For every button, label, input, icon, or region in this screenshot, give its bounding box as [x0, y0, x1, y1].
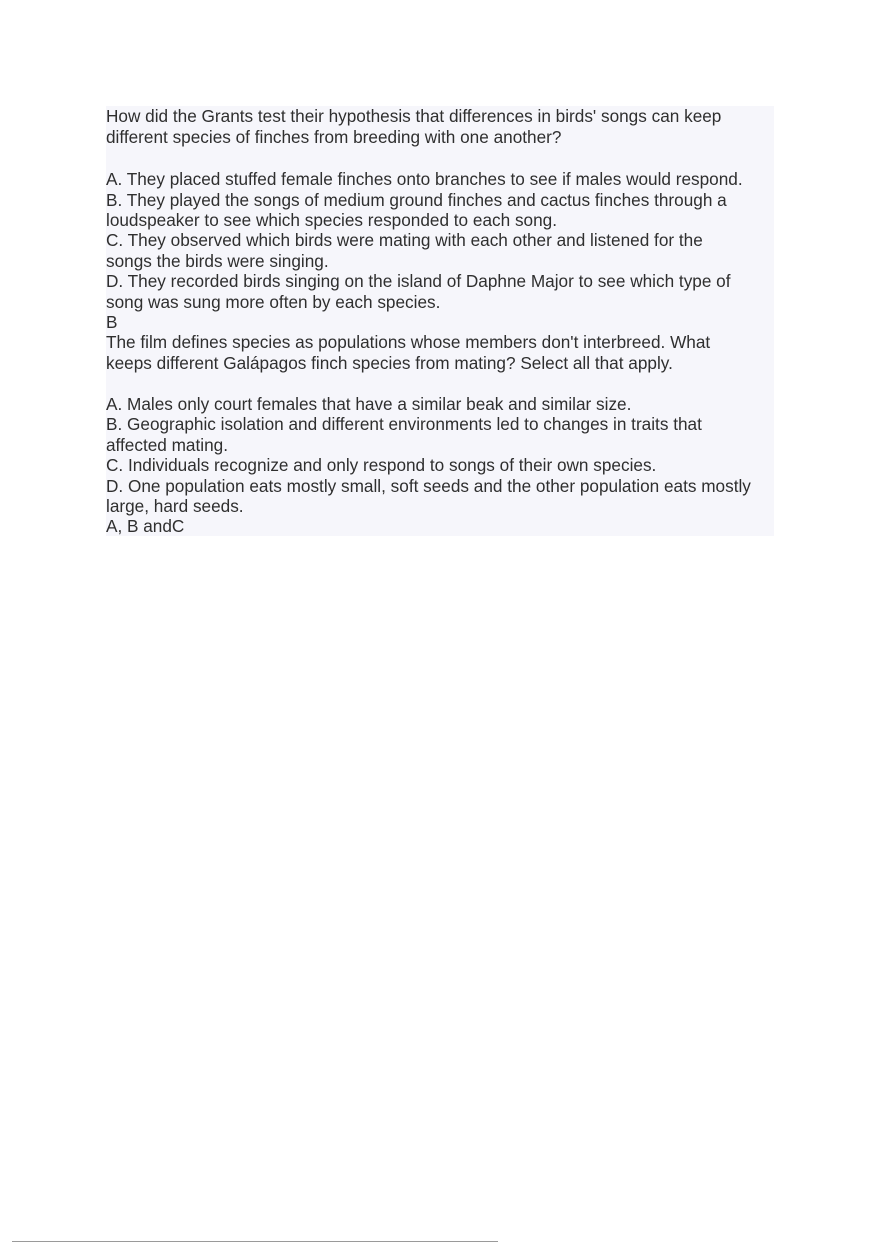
q1-option-c-line-1: C. They observed which birds were mating with each other and listened for the: [106, 230, 703, 250]
q2-option-d-line-1: D. One population eats mostly small, soft seeds and the other population eats mostly: [106, 476, 751, 496]
q1-option-b-line-1: B. They played the songs of medium ground finches and cactus finches through a: [106, 190, 727, 210]
q1-stem-line-2: different species of finches from breeding with one another?: [106, 127, 562, 147]
q2-stem-line-1: The film defines species as populations whose members don't interbreed. What: [106, 332, 711, 352]
q1-option-d-line-1: D. They recorded birds singing on the island of Daphne Major to see which type of: [106, 271, 731, 291]
q2-answer: A, B andC: [106, 516, 185, 536]
q1-option-b-line-2: loudspeaker to see which species responded to each song.: [106, 210, 557, 230]
q1-option-a: A. They placed stuffed female finches onto branches to see if males would respond.: [106, 169, 743, 189]
q1-answer: B: [106, 312, 118, 332]
q2-option-a: A. Males only court females that have a similar beak and similar size.: [106, 394, 632, 414]
qa-content-block: [106, 106, 774, 536]
q1-stem-line-1: How did the Grants test their hypothesis that differences in birds' songs can keep: [106, 106, 722, 126]
q1-option-c-line-2: songs the birds were singing.: [106, 251, 329, 271]
q2-option-b-line-2: affected mating.: [106, 435, 228, 455]
q2-stem-line-2: keeps different Galápagos finch species from mating? Select all that apply.: [106, 353, 673, 373]
footer-divider: [12, 1241, 498, 1242]
q2-option-c: C. Individuals recognize and only respond to songs of their own species.: [106, 455, 657, 475]
q1-option-d-line-2: song was sung more often by each species.: [106, 292, 441, 312]
q2-option-b-line-1: B. Geographic isolation and different environments led to changes in traits that: [106, 414, 702, 434]
q2-option-d-line-2: large, hard seeds.: [106, 496, 244, 516]
